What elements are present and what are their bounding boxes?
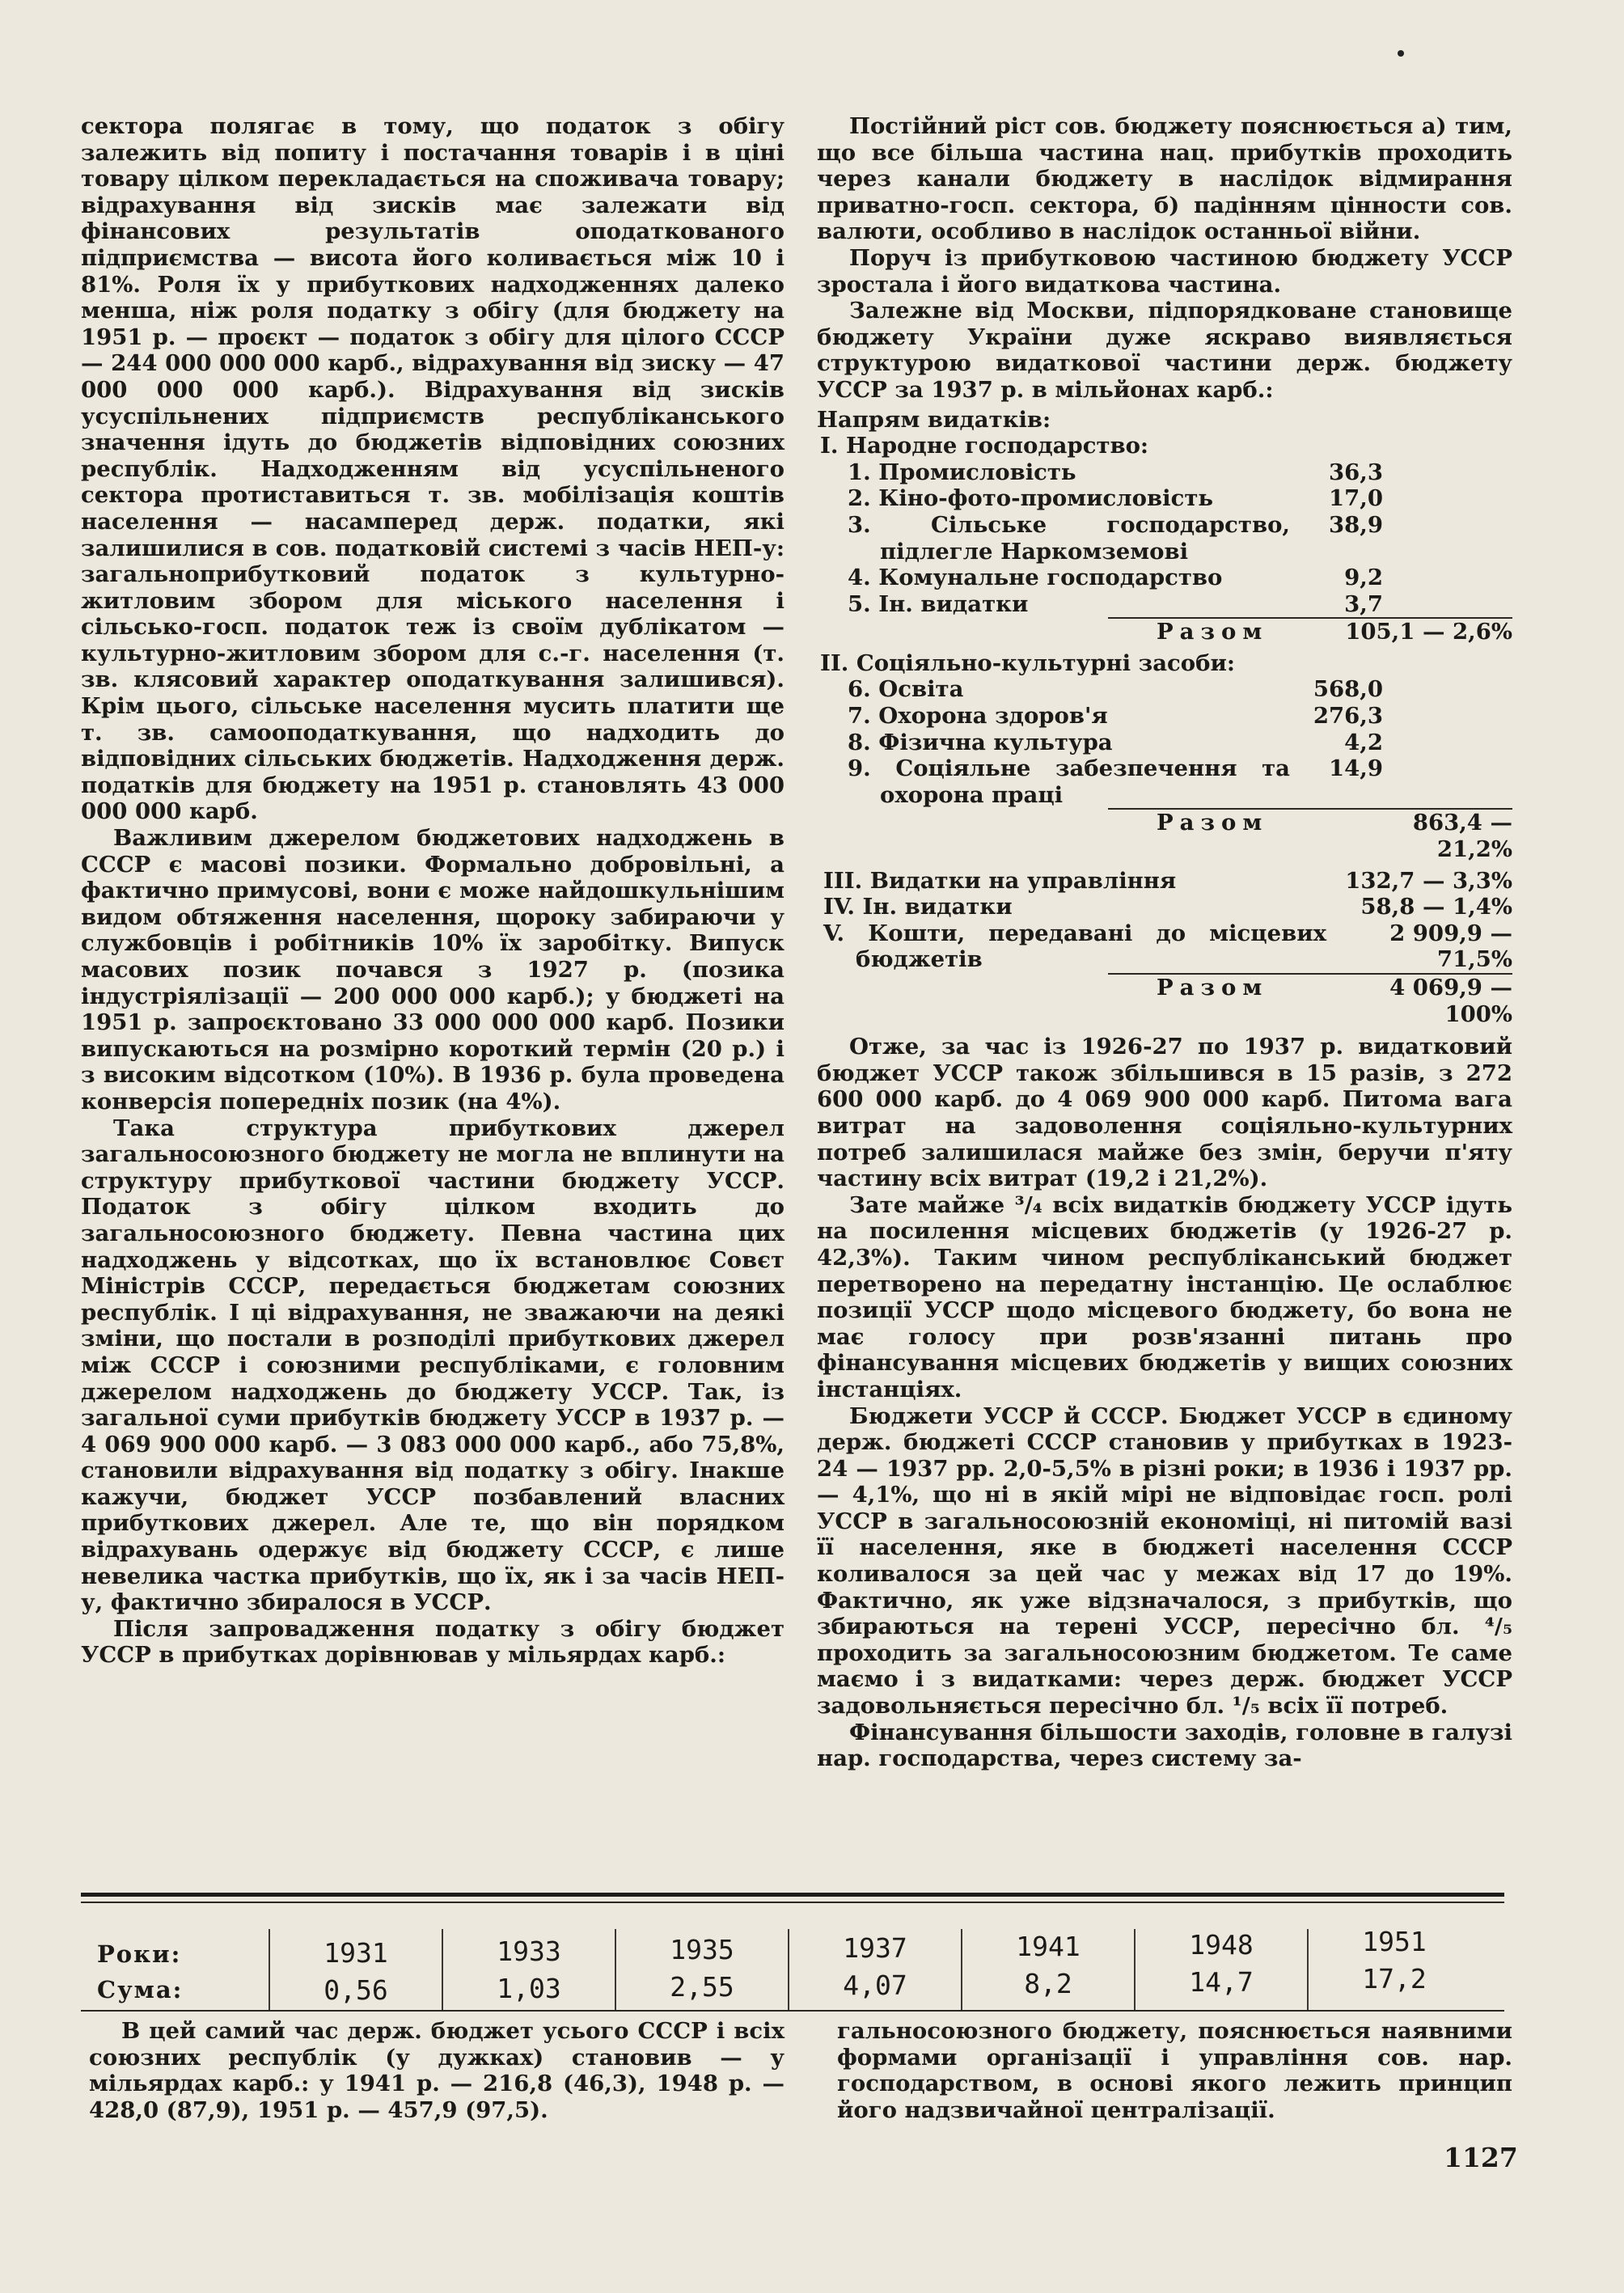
paragraph: сектора полягає в тому, що податок з обігу залежить від попиту і постачання товарів і в ціні товару цілком перекладається на споживача товару; відрахування від зисків має залежати від фінансових результатів оподаткованого підприємства — висота його коливається між 10 і 81%. Роля їх у прибуткових надходженнях далеко менша, ніж роля податку з обігу (для бюджету на 1951 р. — проєкт — податок з обігу для цілого СССР — 244 000 000 000 карб., відрахування від зиску — 47 000 000 000 карб.). Відрахування від зисків усуспільнених підприємств республіканського значення ідуть до бюджетів відповідних союзних республік. Надходженням від усуспільненого сектора протиставиться т. зв. мобілізація коштів населення — насамперед держ. податки, які залишилися в сов. податковій системі з часів НЕП-у: загальноприбутковий податок з культурно-житловим збором для міського населення і сільсько-госп. податок теж із своїм дублікатом — культурно-житловим збором для с.-г. населення (т. зв. клясовий характер оподаткування залишився). Крім цього, сільське населення мусить платити ще т. зв. самооподаткування, що надходить до відповідних сільських бюджетів. Надходження держ. податків для бюджету на 1951 р. становлять 43 000 000 000 карб. <box>81 113 785 825</box>
year-cell: 1948 <box>1189 1929 1254 1961</box>
budget-table <box>817 407 1512 1028</box>
ink-speck <box>1398 50 1404 57</box>
paragraph: Отже, за час із 1926-27 по 1937 р. видатковий бюджет УССР також збільшився в 15 разів, з 272 600 000 карб. до 4 069 900 000 карб. Питома вага витрат на задоволення соціяльно-культурних потреб залишилася майже без змін, беручи п'яту частину всіх витрат (19,2 і 21,2%). <box>817 1034 1512 1192</box>
budget-row-label: 6. Освіта <box>848 676 964 703</box>
section-lead: Бюджети УССР й СССР. <box>849 1402 1169 1429</box>
budget-section-label: III. Видатки на управління <box>823 867 1177 894</box>
bottom-right-paragraph: гальносоюзного бюджету, пояснюється наявними формами організації і управління сов. нар. господарством, в основі якого лежить принцип його надзвичайної централізації. <box>837 2018 1512 2123</box>
table-top-rule <box>81 1893 1504 1897</box>
budget-row-label: 5. Ін. видатки <box>848 590 1029 617</box>
budget-section-title: I. Народне господарство: <box>820 433 1149 459</box>
budget-section-value: 58,8 — 1,4% <box>1360 894 1512 920</box>
budget-section-row <box>817 920 1512 973</box>
budget-row-label: 3. Сільське господарство, підлегле Наркомземові <box>848 511 1290 565</box>
bottom-left-paragraph: В цей самий час держ. бюджет усього СССР і всіх союзних республік (у дужках) становив — у мільярдах карб.: у 1941 р. — 216,8 (46,3), 1948 р. — 428,0 (87,9), 1951 р. — 457,9 (97,5). <box>89 2018 785 2123</box>
budget-row <box>817 676 1512 703</box>
sum-cell: 2,55 <box>670 1971 734 2003</box>
row-label-years: Роки: <box>97 1940 182 1968</box>
budget-section-value: 132,7 — 3,3% <box>1345 867 1512 894</box>
budget-grand-total-row <box>1108 973 1512 1027</box>
paragraph: Залежне від Москви, підпорядковане становище бюджету України дуже яскраво виявляється структурою видаткової частини держ. бюджету УССР за 1937 р. в мільйонах карб.: <box>817 298 1512 403</box>
right-column <box>817 113 1512 1772</box>
page-number: 1127 <box>1444 2142 1518 2173</box>
budget-row-label: 2. Кіно-фото-промисловість <box>848 485 1214 512</box>
paragraph: Поруч із прибутковою частиною бюджету УССР зростала і його видаткова частина. <box>817 244 1512 298</box>
budget-row-label: 4. Комунальне господарство <box>848 565 1223 591</box>
budget-row <box>817 565 1512 591</box>
year-cell: 1937 <box>843 1932 907 1964</box>
paragraph: Постійний ріст сов. бюджету пояснюється а) тим, що все більша частина нац. прибутків проходить через канали бюджету в наслідок відмирання приватно-госп. сектора, б) падінням цінности сов. валюти, особливо в наслідок останньої війни. <box>817 113 1512 245</box>
budget-subtotal-row <box>1108 617 1512 645</box>
paragraph: Така структура прибуткових джерел загальносоюзного бюджету не могла не вплинути на структуру прибуткової частини бюджету УССР. Податок з обігу цілком входить до загальносоюзного бюджету. Певна частина цих надходжень у відсотках, що їх встановлює Совєт Міністрів СССР, передається бюджетам союзних республік. І ці відрахування, не зважаючи на деякі зміни, що постали в розподілі прибуткових джерел між СССР і союзними республіками, є головним джерелом надходжень до бюджету УССР. Так, із загальної суми прибутків бюджету УССР в 1937 р. — 4 069 900 000 карб. — 3 083 000 000 карб., або 75,8%, становили відрахування від податку з обігу. Інакше кажучи, бюджет УССР позбавлений власних прибуткових джерел. Але те, що він порядком відрахувань одержує від бюджету СССР, є лише невелика частка прибутків, що їх, як і за часів НЕП-у, фактично збиралося в УССР. <box>81 1115 785 1616</box>
table-bottom-rule <box>81 2010 1504 2012</box>
subtotal-label: Разом <box>1157 810 1269 836</box>
budget-row-value: 4,2 <box>1344 729 1383 755</box>
subtotal-value: 105,1 — 2,6% <box>1345 619 1512 645</box>
budget-row <box>817 485 1512 512</box>
paragraph: Зате майже ³/₄ всіх видатків бюджету УССР ідуть на посилення місцевих бюджетів (у 1926-27 р. 42,3%). Таким чином республіканський бюджет перетворено на передатну інстанцію. Це ослаблює позиції УССР щодо місцевого бюджету, бо вона не має голосу при розв'язанні питань про фінансування місцевих бюджетів у вищих союзних інстанціях. <box>817 1191 1512 1402</box>
subtotal-label: Разом <box>1157 619 1269 645</box>
budget-row-label: 1. Промисловість <box>848 459 1076 485</box>
budget-row-label: 7. Охорона здоров'я <box>848 703 1108 730</box>
paragraph-text: Бюджет УССР в єдиному держ. бюджеті СССР становив у прибутках в 1923-24 — 1937 рр. 2,0-5,5% в різні роки; в 1936 і 1937 рр. — 4,1%, що ні в якій мірі не відповідає госп. ролі УССР в загальносоюзній економіці, ні питомій вазі її населення, яке в бюджеті населення СССР коливалося за цей час у межах від 17 до 19%. Фактично, як уже відзначалося, з прибутків, що збираються на терені УССР, пересічно бл. ⁴/₅ проходить за загальносоюзним бюджетом. Те саме маємо і з видатками: через держ. бюджет УССР задовольняється пересічно бл. ¹/₅ всіх її потреб. <box>817 1402 1513 1720</box>
paragraph: Важливим джерелом бюджетових надходжень в СССР є масові позики. Формально добровільні, а фактично примусові, вони є може найдошкульнішим видом обтяження населення, щороку забираючи у службовців і робітників 10% їх заробітку. Випуск масових позик почався з 1927 р. (позика індустріялізації — 200 000 000 карб.); у бюджеті на 1951 р. запроєктовано 33 000 000 000 карб. Позики випускаються на розмірно короткий термін (20 р.) і з високим відсотком (10%). В 1936 р. була проведена конверсія попередніх позик (на 4%). <box>81 825 785 1115</box>
sum-cell: 14,7 <box>1189 1966 1254 1998</box>
budget-row <box>817 703 1512 730</box>
sum-cell: 4,07 <box>843 1969 907 2001</box>
budget-row <box>817 755 1512 808</box>
grand-total-value: 4 069,9 — 100% <box>1389 975 1512 1027</box>
year-cell: 1933 <box>497 1936 561 1967</box>
left-column <box>81 113 785 1669</box>
sum-cell: 0,56 <box>324 1974 388 2006</box>
budget-heading: Напрям видатків: <box>817 406 1051 433</box>
budget-row-value: 3,7 <box>1344 590 1383 617</box>
budget-row-value: 38,9 <box>1329 511 1383 538</box>
budget-row-value: 17,0 <box>1329 485 1383 512</box>
budget-row-value: 9,2 <box>1344 565 1383 591</box>
year-cell: 1935 <box>670 1934 734 1965</box>
budget-row <box>817 459 1512 486</box>
budget-row <box>817 591 1512 618</box>
budget-section-row <box>817 894 1512 920</box>
paragraph: Після запровадження податку з обігу бюджет УССР в прибутках дорівнював у мільярдах карб.: <box>81 1615 785 1669</box>
budget-section-label: IV. Ін. видатки <box>823 894 1013 920</box>
budget-subtotal-row <box>1108 808 1512 862</box>
budget-section-row <box>817 868 1512 895</box>
budget-row-label: 8. Фізична культура <box>848 729 1113 755</box>
budget-row-value: 276,3 <box>1313 703 1383 730</box>
budget-section-label: V. Кошти, передавані до місцевих бюджетів <box>823 920 1326 973</box>
budget-row-value: 568,0 <box>1313 676 1383 703</box>
grand-total-label: Разом <box>1157 975 1269 1001</box>
budget-row-value: 14,9 <box>1329 755 1383 782</box>
budget-row-label: 9. Соціяльне забезпечення та охорона праці <box>848 755 1290 808</box>
budget-row <box>817 512 1512 565</box>
table-top-rule-thin <box>81 1902 1504 1903</box>
year-cell: 1931 <box>324 1937 388 1969</box>
sum-cell: 17,2 <box>1362 1963 1427 1995</box>
year-cell: 1951 <box>1362 1926 1427 1957</box>
paragraph: Фінансування більшости заходів, головне в галузі нар. господарства, через систему за- <box>817 1719 1512 1772</box>
year-sum-table <box>81 1926 1504 2010</box>
sum-cell: 1,03 <box>497 1973 561 2004</box>
budget-row-value: 36,3 <box>1329 459 1383 485</box>
budget-row <box>817 730 1512 756</box>
budget-section-title: II. Соціяльно-культурні засоби: <box>820 649 1236 676</box>
subtotal-value: 863,4 — 21,2% <box>1412 810 1512 863</box>
sum-cell: 8,2 <box>1024 1968 1072 1999</box>
paragraph <box>817 1403 1512 1720</box>
row-label-sums: Сума: <box>97 1976 184 2003</box>
budget-section-value: 2 909,9 — 71,5% <box>1389 920 1512 973</box>
year-cell: 1941 <box>1016 1931 1081 1962</box>
